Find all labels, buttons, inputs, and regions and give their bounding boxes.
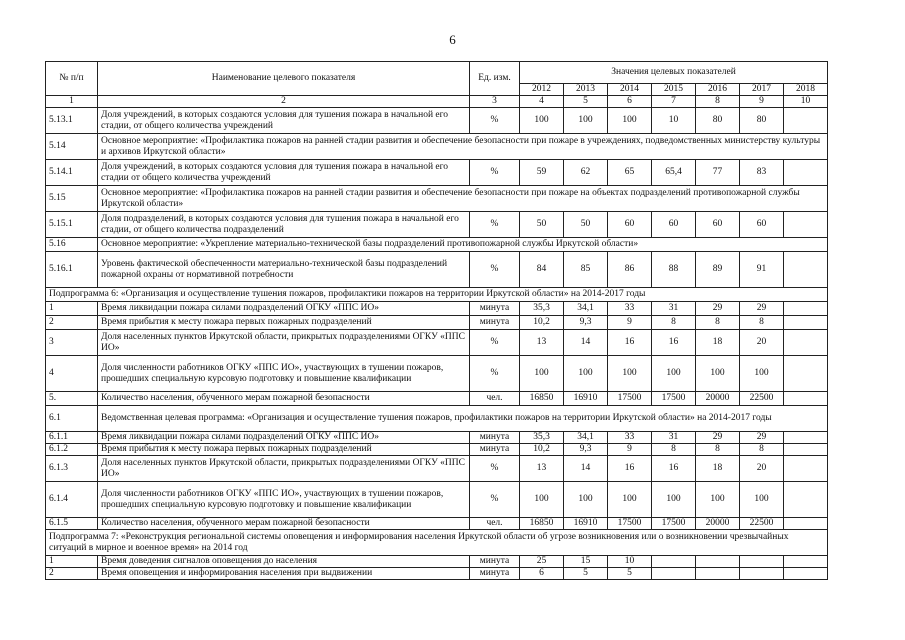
- value-cell: 100: [652, 356, 696, 392]
- value-cell: [784, 456, 828, 482]
- value-cell: 25: [520, 556, 564, 568]
- header-column-number: 1: [46, 96, 98, 108]
- table-row: [46, 432, 828, 444]
- header-column-number: 9: [740, 96, 784, 108]
- unit-cell: %: [470, 108, 520, 134]
- value-cell: [784, 160, 828, 186]
- value-cell: 34,1: [564, 302, 608, 316]
- value-cell: 9,3: [564, 444, 608, 456]
- unit-cell: %: [470, 252, 520, 288]
- unit-cell: минута: [470, 444, 520, 456]
- value-cell: 5: [608, 568, 652, 580]
- table-row: [46, 444, 828, 456]
- unit-cell: %: [470, 482, 520, 518]
- header-year: 2015: [652, 84, 696, 96]
- value-cell: 9: [608, 444, 652, 456]
- value-cell: 100: [520, 356, 564, 392]
- indicator-name: Время ликвидации пожара силами подразделений ОГКУ «ППС ИО»: [98, 432, 470, 444]
- row-number: 5.15: [46, 186, 98, 212]
- indicator-name: Доля подразделений, в которых создаются условия для тушения пожара в начальной его стадии, от общего количества подразделений: [98, 212, 470, 238]
- value-cell: 14: [564, 330, 608, 356]
- value-cell: 80: [740, 108, 784, 134]
- header-year: 2013: [564, 84, 608, 96]
- value-cell: 100: [608, 108, 652, 134]
- unit-cell: минута: [470, 432, 520, 444]
- value-cell: 100: [564, 356, 608, 392]
- indicator-name: Доля учреждений, в которых создаются условия для тушения пожара в начальной его стадии, от общего количества учреждений: [98, 108, 470, 134]
- value-cell: 83: [740, 160, 784, 186]
- row-number: 5.16.1: [46, 252, 98, 288]
- table-body: [46, 108, 828, 580]
- value-cell: [784, 108, 828, 134]
- table-row: [46, 316, 828, 330]
- header-column-number: 10: [784, 96, 828, 108]
- value-cell: [784, 392, 828, 406]
- value-cell: 100: [520, 482, 564, 518]
- target-indicators-table: [45, 61, 828, 580]
- value-cell: 15: [564, 556, 608, 568]
- row-number: 5.14: [46, 134, 98, 160]
- row-number: 6.1.3: [46, 456, 98, 482]
- value-cell: 17500: [608, 392, 652, 406]
- unit-cell: минута: [470, 302, 520, 316]
- value-cell: 8: [696, 316, 740, 330]
- header-column-number: 7: [652, 96, 696, 108]
- value-cell: [784, 518, 828, 530]
- value-cell: 29: [740, 432, 784, 444]
- value-cell: 8: [652, 444, 696, 456]
- header-column-number: 4: [520, 96, 564, 108]
- value-cell: 65: [608, 160, 652, 186]
- row-number: 6.1.1: [46, 432, 98, 444]
- value-cell: [652, 556, 696, 568]
- row-number: 5.: [46, 392, 98, 406]
- value-cell: 34,1: [564, 432, 608, 444]
- value-cell: 84: [520, 252, 564, 288]
- header-year: 2016: [696, 84, 740, 96]
- value-cell: [784, 444, 828, 456]
- value-cell: 20: [740, 330, 784, 356]
- value-cell: 29: [696, 432, 740, 444]
- row-number: 5.13.1: [46, 108, 98, 134]
- value-cell: 86: [608, 252, 652, 288]
- value-cell: [784, 330, 828, 356]
- value-cell: 85: [564, 252, 608, 288]
- value-cell: 17500: [652, 518, 696, 530]
- value-cell: 20000: [696, 518, 740, 530]
- table-row: [46, 482, 828, 518]
- value-cell: 100: [608, 356, 652, 392]
- table-row: [46, 392, 828, 406]
- indicator-name: Время прибытия к месту пожара первых пожарных подразделений: [98, 444, 470, 456]
- value-cell: 8: [740, 444, 784, 456]
- value-cell: [784, 432, 828, 444]
- value-cell: 60: [740, 212, 784, 238]
- value-cell: 18: [696, 456, 740, 482]
- subprogram-title: Подпрограмма 6: «Организация и осуществление тушения пожаров, профилактики пожаров на территории Иркутской области» на 2014-2017 годы: [46, 288, 828, 302]
- value-cell: 8: [696, 444, 740, 456]
- header-values-title: Значения целевых показателей: [520, 62, 828, 84]
- table-row: [46, 238, 828, 252]
- value-cell: [784, 316, 828, 330]
- value-cell: 50: [564, 212, 608, 238]
- value-cell: 18: [696, 330, 740, 356]
- value-cell: 35,3: [520, 432, 564, 444]
- row-number: 2: [46, 568, 98, 580]
- table-row: [46, 108, 828, 134]
- table-row: [46, 518, 828, 530]
- value-cell: 62: [564, 160, 608, 186]
- value-cell: 100: [740, 482, 784, 518]
- indicator-name: Доля численности работников ОГКУ «ППС ИО», участвующих в тушении пожаров, прошедших специальную курсовую подготовку и повышение квалификации: [98, 482, 470, 518]
- unit-cell: %: [470, 456, 520, 482]
- row-number: 6.1.2: [46, 444, 98, 456]
- unit-cell: %: [470, 356, 520, 392]
- value-cell: 14: [564, 456, 608, 482]
- activity-title: Ведомственная целевая программа: «Организация и осуществление тушения пожаров, профилактики пожаров на территории Иркутской области» на 2014-2017 годы: [98, 406, 828, 432]
- row-number: 5.14.1: [46, 160, 98, 186]
- value-cell: [784, 212, 828, 238]
- value-cell: 5: [564, 568, 608, 580]
- value-cell: 16: [608, 456, 652, 482]
- value-cell: 100: [740, 356, 784, 392]
- header-colnums-row: [46, 96, 828, 108]
- unit-cell: чел.: [470, 518, 520, 530]
- value-cell: 100: [652, 482, 696, 518]
- table-row: [46, 186, 828, 212]
- indicator-name: Время оповещения и информирования населения при выдвижении: [98, 568, 470, 580]
- table-row: [46, 406, 828, 432]
- row-number: 5.15.1: [46, 212, 98, 238]
- value-cell: 10,2: [520, 444, 564, 456]
- header-year: 2014: [608, 84, 652, 96]
- activity-title: Основное мероприятие: «Укрепление материально-технической базы подразделений противопожарной службы Иркутской области»: [98, 238, 828, 252]
- value-cell: 33: [608, 302, 652, 316]
- header-year: 2018: [784, 84, 828, 96]
- table-row: [46, 556, 828, 568]
- header-column-number: 3: [470, 96, 520, 108]
- value-cell: 100: [608, 482, 652, 518]
- value-cell: 60: [696, 212, 740, 238]
- value-cell: 59: [520, 160, 564, 186]
- header-num: № п/п: [46, 62, 98, 96]
- table-row: [46, 212, 828, 238]
- indicator-name: Доля населенных пунктов Иркутской области, прикрытых подразделениями ОГКУ «ППС ИО»: [98, 330, 470, 356]
- value-cell: 8: [740, 316, 784, 330]
- value-cell: 10: [652, 108, 696, 134]
- value-cell: 10,2: [520, 316, 564, 330]
- indicator-name: Время ликвидации пожара силами подразделений ОГКУ «ППС ИО»: [98, 302, 470, 316]
- header-column-number: 5: [564, 96, 608, 108]
- value-cell: 89: [696, 252, 740, 288]
- row-number: 5.16: [46, 238, 98, 252]
- value-cell: [652, 568, 696, 580]
- value-cell: 13: [520, 456, 564, 482]
- unit-cell: %: [470, 212, 520, 238]
- value-cell: [784, 356, 828, 392]
- value-cell: 20: [740, 456, 784, 482]
- value-cell: [784, 482, 828, 518]
- value-cell: 35,3: [520, 302, 564, 316]
- row-number: 4: [46, 356, 98, 392]
- value-cell: 22500: [740, 518, 784, 530]
- value-cell: [696, 556, 740, 568]
- table-row: [46, 568, 828, 580]
- value-cell: 91: [740, 252, 784, 288]
- indicator-name: Доля населенных пунктов Иркутской области, прикрытых подразделениями ОГКУ «ППС ИО»: [98, 456, 470, 482]
- value-cell: 20000: [696, 392, 740, 406]
- value-cell: [784, 568, 828, 580]
- value-cell: 100: [520, 108, 564, 134]
- page-number: 6: [449, 32, 456, 47]
- value-cell: 9,3: [564, 316, 608, 330]
- value-cell: 16910: [564, 518, 608, 530]
- table-row: [46, 160, 828, 186]
- value-cell: [784, 252, 828, 288]
- value-cell: 50: [520, 212, 564, 238]
- header-column-number: 2: [98, 96, 470, 108]
- value-cell: [740, 568, 784, 580]
- header-year: 2012: [520, 84, 564, 96]
- row-number: 1: [46, 556, 98, 568]
- value-cell: 31: [652, 432, 696, 444]
- unit-cell: чел.: [470, 392, 520, 406]
- unit-cell: %: [470, 330, 520, 356]
- table-row: [46, 456, 828, 482]
- header-column-number: 8: [696, 96, 740, 108]
- subprogram-title: Подпрограмма 7: «Реконструкция региональной системы оповещения и информирования населения Иркутской области об угрозе возникновения или о возникновении чрезвычайных ситуаций в мирное и военное время» на 2014 год: [46, 530, 828, 556]
- indicator-name: Доля численности работников ОГКУ «ППС ИО», участвующих в тушении пожаров, прошедших специальную курсовую подготовку и повышение квалификации: [98, 356, 470, 392]
- value-cell: 16: [608, 330, 652, 356]
- value-cell: 33: [608, 432, 652, 444]
- row-number: 2: [46, 316, 98, 330]
- value-cell: 16: [652, 330, 696, 356]
- table-row: [46, 302, 828, 316]
- value-cell: 29: [740, 302, 784, 316]
- table-row: [46, 288, 828, 302]
- value-cell: 60: [652, 212, 696, 238]
- value-cell: 8: [652, 316, 696, 330]
- indicator-name: Доля учреждений, в которых создаются условия для тушения пожара в начальной его стадии от общего количества учреждений: [98, 160, 470, 186]
- value-cell: 100: [696, 356, 740, 392]
- value-cell: 17500: [608, 518, 652, 530]
- row-number: 1: [46, 302, 98, 316]
- indicator-name: Количество населения, обученного мерам пожарной безопасности: [98, 518, 470, 530]
- row-number: 6.1: [46, 406, 98, 432]
- table-row: [46, 134, 828, 160]
- value-cell: 9: [608, 316, 652, 330]
- value-cell: [740, 556, 784, 568]
- value-cell: 77: [696, 160, 740, 186]
- value-cell: 29: [696, 302, 740, 316]
- unit-cell: минута: [470, 568, 520, 580]
- value-cell: 100: [564, 108, 608, 134]
- activity-title: Основное мероприятие: «Профилактика пожаров на ранней стадии развития и обеспечение безопасности при пожаре в учреждениях, подведомственных министерству культуры и архивов Иркутской области»: [98, 134, 828, 160]
- unit-cell: минута: [470, 556, 520, 568]
- unit-cell: минута: [470, 316, 520, 330]
- table-row: [46, 252, 828, 288]
- value-cell: 22500: [740, 392, 784, 406]
- row-number: 3: [46, 330, 98, 356]
- indicator-name: Время доведения сигналов оповещения до населения: [98, 556, 470, 568]
- value-cell: 31: [652, 302, 696, 316]
- value-cell: 60: [608, 212, 652, 238]
- indicator-name: Количество населения, обученного мерам пожарной безопасности: [98, 392, 470, 406]
- header-name: Наименование целевого показателя: [98, 62, 470, 96]
- value-cell: 13: [520, 330, 564, 356]
- value-cell: 16: [652, 456, 696, 482]
- value-cell: [784, 556, 828, 568]
- value-cell: 16910: [564, 392, 608, 406]
- indicator-name: Время прибытия к месту пожара первых пожарных подразделений: [98, 316, 470, 330]
- row-number: 6.1.5: [46, 518, 98, 530]
- header-row: [46, 62, 828, 84]
- value-cell: 16850: [520, 392, 564, 406]
- value-cell: 100: [564, 482, 608, 518]
- value-cell: 17500: [652, 392, 696, 406]
- header-unit: Ед. изм.: [470, 62, 520, 96]
- value-cell: [784, 302, 828, 316]
- value-cell: 10: [608, 556, 652, 568]
- value-cell: 65,4: [652, 160, 696, 186]
- value-cell: 88: [652, 252, 696, 288]
- value-cell: 80: [696, 108, 740, 134]
- unit-cell: %: [470, 160, 520, 186]
- value-cell: 6: [520, 568, 564, 580]
- table-row: [46, 330, 828, 356]
- header-column-number: 6: [608, 96, 652, 108]
- value-cell: 16850: [520, 518, 564, 530]
- header-year: 2017: [740, 84, 784, 96]
- activity-title: Основное мероприятие: «Профилактика пожаров на ранней стадии развития и обеспечение безопасности при пожаре на объектах подразделений противопожарной службы Иркутской области»: [98, 186, 828, 212]
- value-cell: [696, 568, 740, 580]
- value-cell: 100: [696, 482, 740, 518]
- indicator-name: Уровень фактической обеспеченности материально-технической базы подразделений пожарной охраны от нормативной потребности: [98, 252, 470, 288]
- table-row: [46, 356, 828, 392]
- row-number: 6.1.4: [46, 482, 98, 518]
- table-row: [46, 530, 828, 556]
